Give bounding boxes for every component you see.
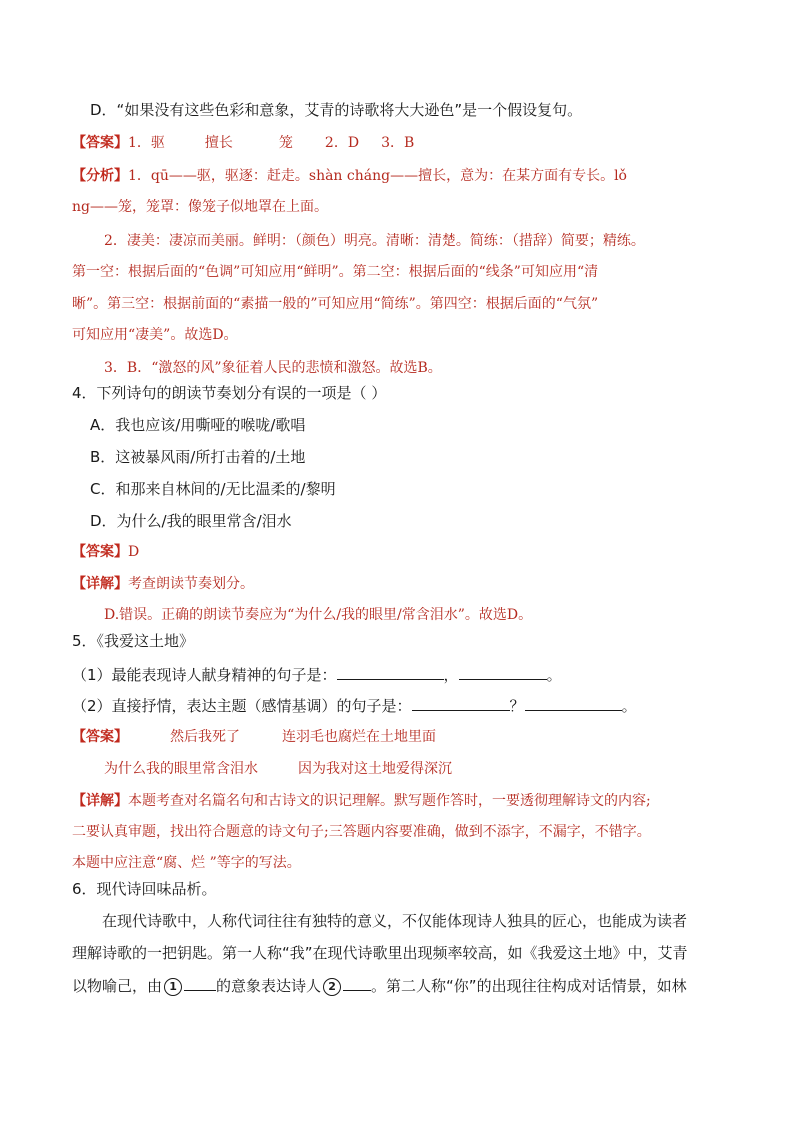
q6-text-b: 的意象表达诗人: [216, 977, 322, 995]
q4-option-c: C．和那来自林间的/无比温柔的/黎明: [90, 480, 336, 498]
q4-question: 4．下列诗句的朗读节奏划分有误的一项是（ ）: [72, 384, 387, 402]
q5-detail-line3: 本题中应注意“腐、烂 ”等字的写法。: [72, 855, 301, 871]
answer-tag: 【答案】: [72, 729, 128, 745]
q5-detail-text: 本题考查对名篇名句和古诗文的识记理解。默写题作答时，一要透彻理解诗文的内容;: [128, 793, 651, 809]
circled-number-1: 1: [164, 978, 182, 996]
q3-answer-item: 擅长: [204, 135, 233, 151]
q5-sub1: [72, 664, 562, 685]
analysis-text: 1．qū——驱，驱逐：赶走。shàn cháng——擅长，意为：在某方面有专长。lǒ: [128, 168, 627, 184]
q5-answer-b: 连羽毛也腐烂在土地里面: [282, 729, 436, 745]
q3-answer-line: [72, 133, 414, 153]
q3-analysis-2-line1: 2．凄美：凄凉而美丽。鲜明：（颜色）明亮。清晰：清楚。简练：（措辞）简要；精练。: [104, 233, 645, 249]
q4-option-d: D．为什么/我的眼里常含/泪水: [90, 512, 292, 530]
q3-answer-item: 3．B: [381, 135, 415, 151]
q3-analysis-2-line4: 可知应用“凄美”。故选D。: [72, 327, 238, 343]
circled-number-2: 2: [323, 978, 341, 996]
detail-tag: 【详解】: [72, 576, 128, 592]
q5-answer-line2: [104, 759, 452, 779]
q5-sub2-sep: ？: [509, 697, 525, 715]
analysis-tag: 【分析】: [72, 168, 128, 184]
q5-detail-line2: 二要认真审题，找出符合题意的诗文句子;三答题内容要准确，做到不添字，不漏字，不错字。: [72, 824, 651, 840]
q4-answer-value: D: [128, 544, 140, 560]
answer-tag: 【答案】: [72, 135, 128, 151]
q5-answer-d: 因为我对这土地爱得深沉: [298, 761, 452, 777]
q4-detail-line1: [72, 574, 254, 594]
q6-text-a: 以物喻己，由: [72, 977, 163, 995]
q5-answer-a: 然后我死了: [170, 729, 240, 745]
q3-analysis-2-line3: 晰”。第三空：根据前面的“素描一般的”可知应用“简练”。第四空：根据后面的“气氛”: [72, 296, 599, 312]
q5-sub1-sep: ，: [443, 666, 459, 684]
fill-blank: [337, 664, 444, 680]
fill-blank: [412, 695, 510, 711]
q4-detail-text: 考查朗读节奏划分。: [128, 576, 254, 592]
q6-title: 6．现代诗回味品析。: [72, 880, 217, 898]
q3-option-d: D．“如果没有这些色彩和意象，艾青的诗歌将大大逊色”是一个假设复句。: [90, 101, 583, 119]
fill-blank: [184, 975, 216, 991]
q5-title: 5．《我爱这土地》: [72, 632, 195, 650]
q5-sub1-text: （1）最能表现诗人献身精神的句子是：: [72, 666, 337, 684]
q5-detail-line1: [72, 791, 651, 811]
q3-answer-item: 2．D: [324, 135, 360, 151]
q5-answer-c: 为什么我的眼里常含泪水: [104, 761, 258, 777]
q4-detail-line2: D.错误。正确的朗读节奏应为“为什么/我的眼里/常含泪水”。故选D。: [104, 607, 533, 623]
q5-sub2-text: （2）直接抒情，表达主题（感情基调）的句子是：: [72, 697, 412, 715]
q3-answer-item: 笼: [278, 135, 293, 151]
q4-option-b: B．这被暴风雨/所打击着的/土地: [90, 448, 306, 466]
q3-analysis-1-line1: [72, 166, 627, 186]
q6-paragraph-line2: 理解诗歌的一把钥匙。第一人称“我”在现代诗歌里出现频率较高，如《我爱这土地》中，艾青: [72, 944, 688, 962]
fill-blank: [343, 975, 371, 991]
q4-answer: [72, 542, 139, 562]
fill-blank: [459, 664, 547, 680]
q3-analysis-2-line2: 第一空：根据后面的“色调”可知应用“鲜明”。第二空：根据后面的“线条”可知应用“清: [72, 264, 599, 280]
detail-tag: 【详解】: [72, 793, 128, 809]
q5-sub1-end: 。: [546, 666, 562, 684]
q5-answer-line1: [72, 727, 436, 747]
answer-tag: 【答案】: [72, 544, 128, 560]
q4-option-a: A．我也应该/用嘶哑的喉咙/歌唱: [90, 416, 306, 434]
fill-blank: [525, 695, 622, 711]
q6-text-c: 。第二人称“你”的出现往往构成对话情景，如林: [371, 977, 687, 995]
q5-sub2: [72, 695, 637, 716]
q6-paragraph-line1: 在现代诗歌中，人称代词往往有独特的意义，不仅能体现诗人独具的匠心，也能成为读者: [102, 912, 688, 930]
q6-paragraph-line3: [72, 975, 687, 996]
q3-answer-item: 1．驱: [128, 135, 165, 151]
q3-analysis-3: 3．B．“激怒的风”象征着人民的悲愤和激怒。故选B。: [104, 360, 442, 376]
q3-analysis-1-line2: ng——笼，笼罩：像笼子似地罩在上面。: [72, 199, 328, 215]
q5-sub2-end: 。: [621, 697, 637, 715]
